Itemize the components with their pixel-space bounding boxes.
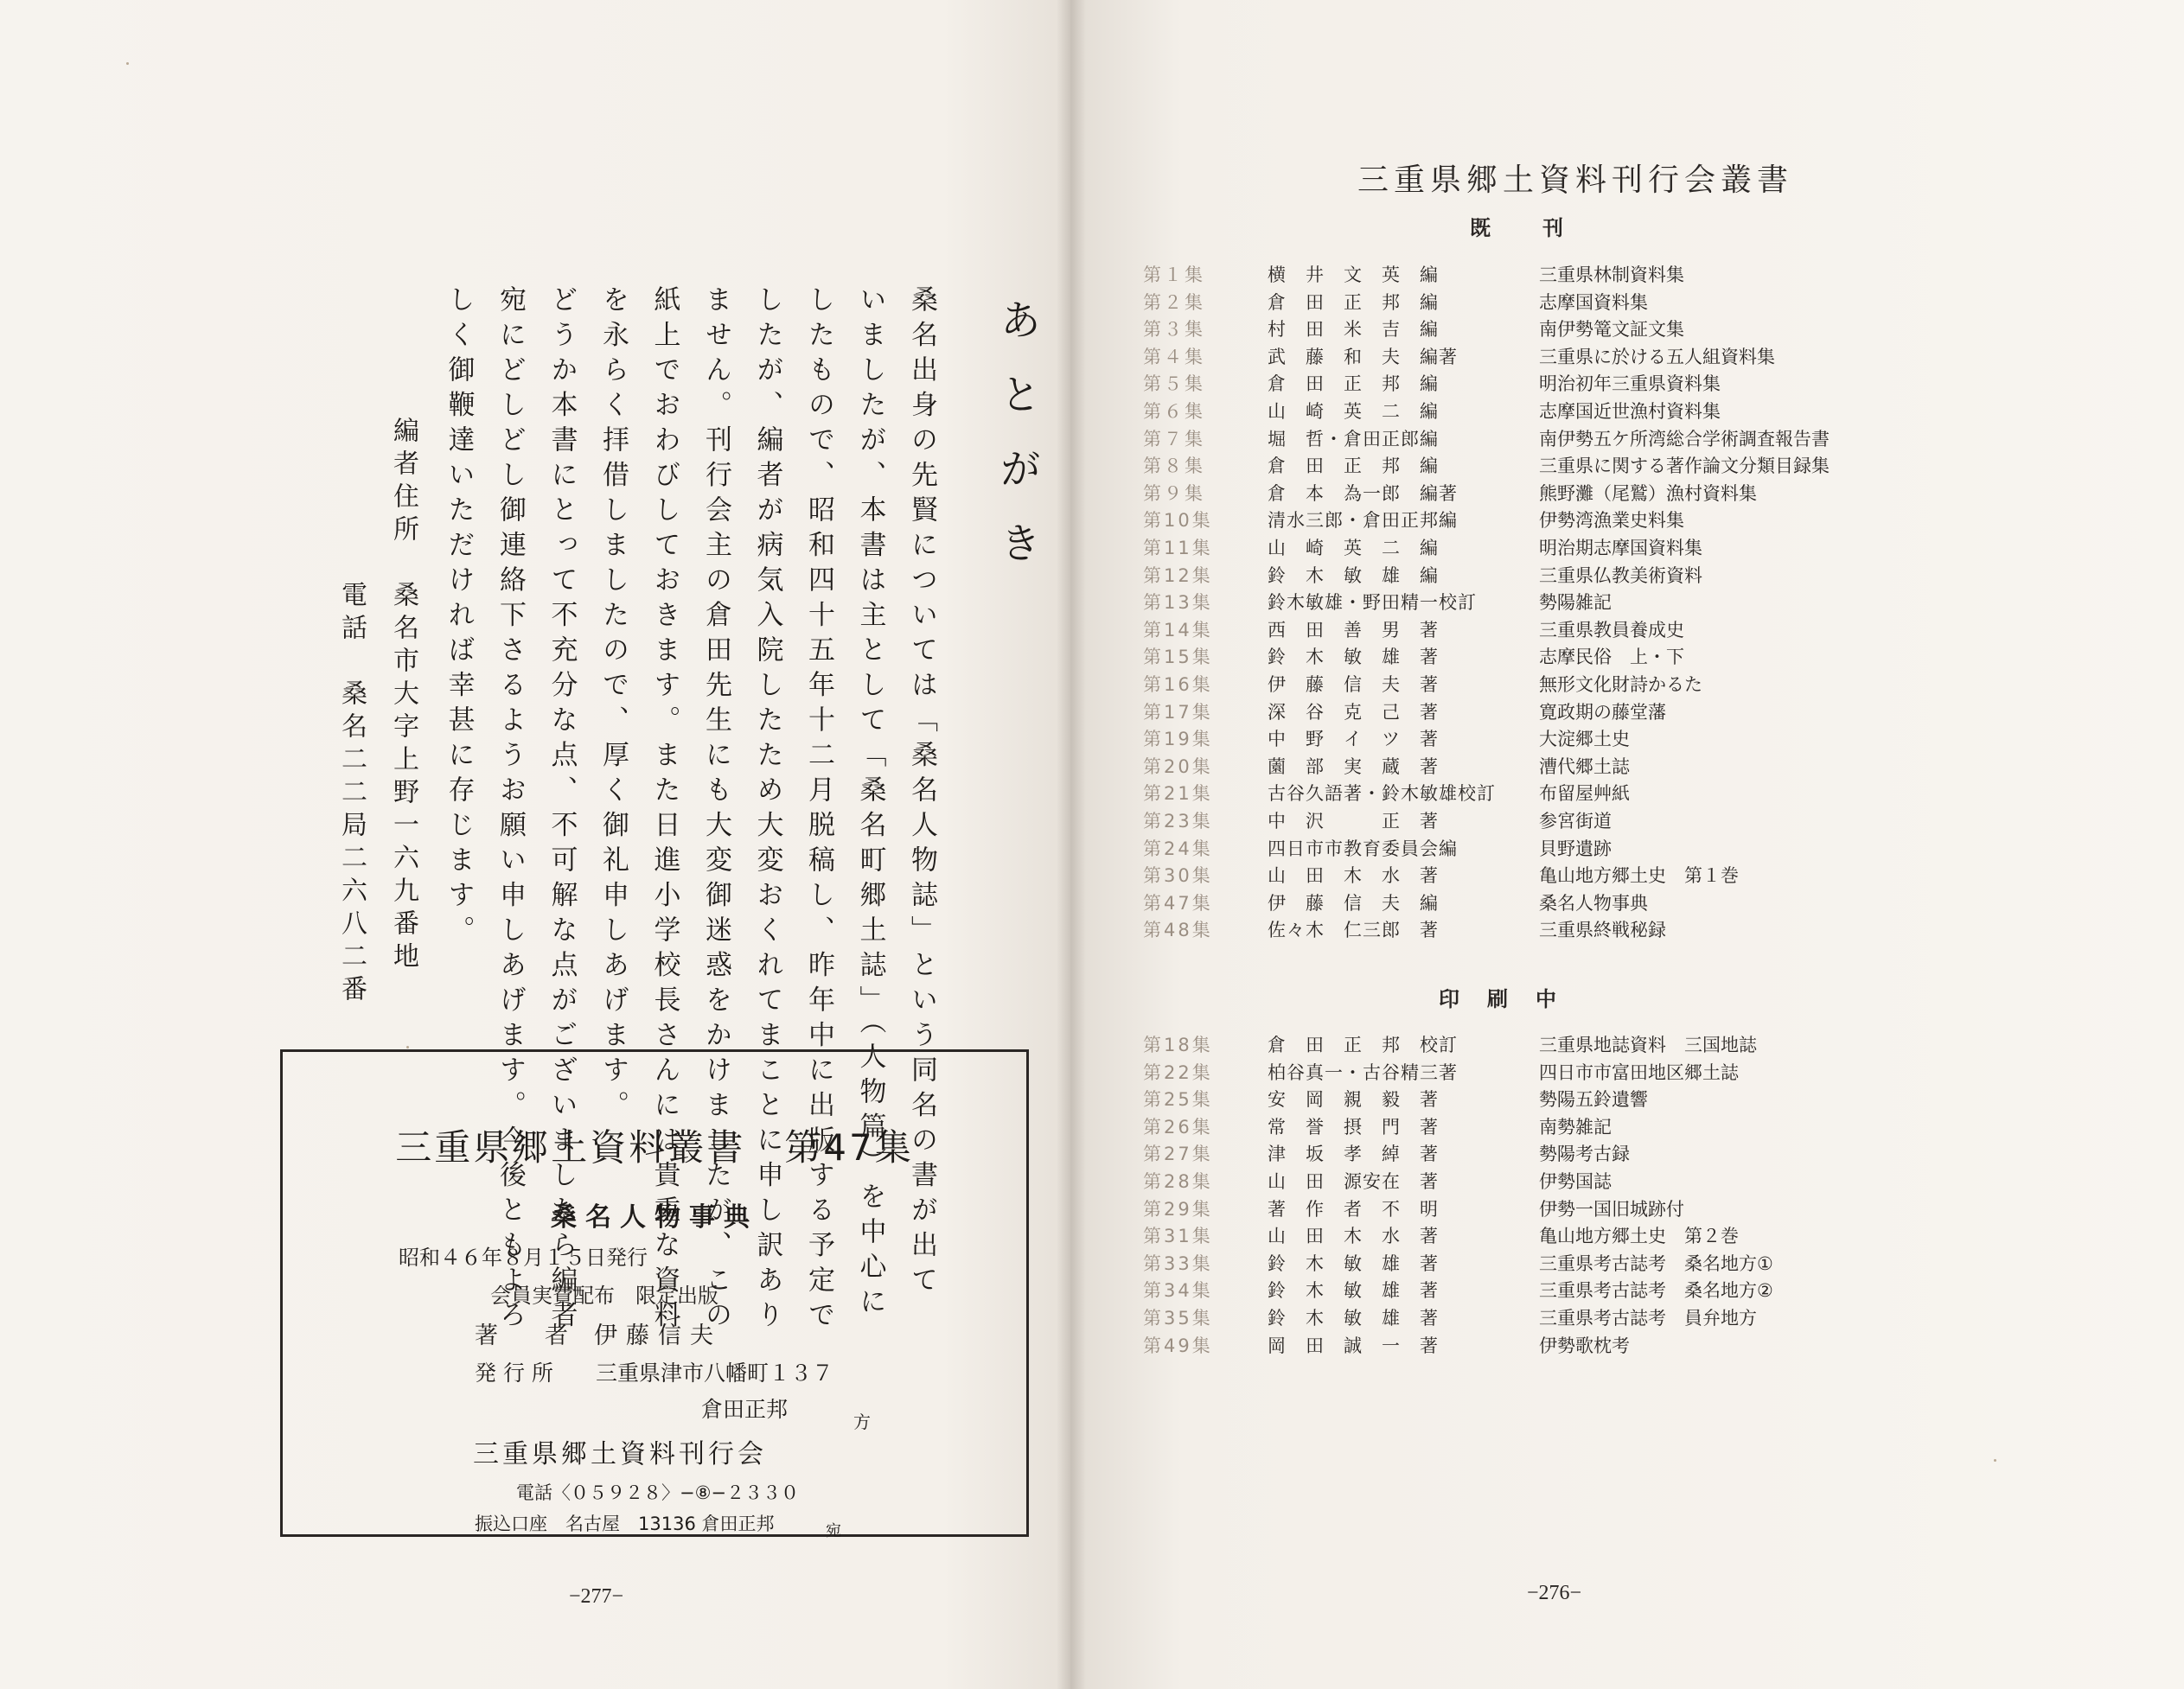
entry-volume: 第30集: [1143, 865, 1213, 887]
entry-volume: 第７集: [1143, 428, 1205, 449]
entry-author: 鈴木敏雄・野田精一校訂: [1268, 592, 1477, 614]
entry-volume: 第８集: [1143, 456, 1205, 477]
series-entry-row: [0, 507, 2184, 532]
entry-title: 三重県地誌資料 三国地誌: [1539, 1035, 1757, 1055]
entry-volume: 第49集: [1143, 1335, 1213, 1356]
colophon-date: 昭和４６年８月１５日発行: [399, 1246, 648, 1270]
entry-volume: 第20集: [1143, 755, 1213, 777]
entry-volume: 第26集: [1143, 1116, 1213, 1138]
entry-volume: 第16集: [1143, 674, 1213, 695]
entry-volume: 第47集: [1143, 892, 1213, 914]
section-published: 既 刊: [1470, 216, 1567, 240]
entry-volume: 第15集: [1143, 647, 1213, 668]
entry-volume: 第24集: [1143, 838, 1213, 859]
afterword-column: を永らく拝借しましたので、厚く御礼申しあげます。: [597, 285, 629, 1125]
colophon-publisher-name: 三重県郷土資料刊行会: [473, 1439, 767, 1469]
entry-volume: 第13集: [1143, 592, 1213, 614]
entry-author: 中 沢 正 著: [1268, 811, 1439, 832]
colophon-transfer-suffix: 宛: [826, 1522, 841, 1540]
entry-volume: 第33集: [1143, 1252, 1213, 1274]
entry-volume: 第18集: [1143, 1035, 1213, 1055]
section-printing: 印 刷 中: [1439, 987, 1560, 1011]
colophon-distribution: 会員実費配布 限定出版: [490, 1284, 718, 1308]
entry-author: 武 藤 和 夫 編著: [1268, 346, 1458, 367]
afterword-column: どうか本書にとって不充分な点、不可解な点がございましたら編者: [546, 285, 578, 1335]
entry-author: 鈴 木 敏 雄 著: [1268, 647, 1439, 668]
entry-volume: 第４集: [1143, 346, 1205, 367]
entry-volume: 第29集: [1143, 1198, 1213, 1220]
entry-author: 佐々木 仁三郎 著: [1268, 920, 1439, 941]
entry-title: 三重県に於ける五人組資料集: [1539, 346, 1775, 367]
series-entry-row: [0, 643, 2184, 669]
entry-title: 伊勢歌枕考: [1539, 1335, 1630, 1356]
entry-author: 薗 部 実 蔵 著: [1268, 755, 1439, 777]
entry-volume: 第25集: [1143, 1089, 1213, 1111]
entry-volume: 第23集: [1143, 811, 1213, 832]
series-entry-row: [0, 1059, 2184, 1085]
colophon-phone: 電話〈０５９２８〉−⑧−２３３０: [516, 1482, 800, 1503]
entry-title: 明治初年三重県資料集: [1539, 373, 1721, 395]
entry-title: 三重県仏教美術資料: [1539, 564, 1702, 586]
entry-author: 山 田 木 水 著: [1268, 865, 1439, 887]
entry-title: 熊野灘（尾鷲）漁村資料集: [1539, 482, 1757, 504]
entry-volume: 第14集: [1143, 619, 1213, 641]
entry-title: 志摩民俗 上・下: [1539, 647, 1684, 668]
entry-title: 桑名人物事典: [1539, 892, 1648, 914]
series-entry-row: [0, 725, 2184, 751]
entry-volume: 第３集: [1143, 319, 1205, 341]
editor-address-label: 編者住所: [388, 417, 418, 548]
paper-speck: [1994, 1459, 1996, 1462]
paper-speck: [406, 1046, 409, 1048]
entry-author: 西 田 善 男 著: [1268, 619, 1439, 641]
entry-title: 伊勢一国旧城跡付: [1539, 1198, 1684, 1220]
entry-author: 清水三郎・倉田正邦編: [1268, 510, 1458, 532]
series-list-title: 三重県郷土資料刊行会叢書: [1357, 163, 1794, 198]
entry-title: 伊勢国誌: [1539, 1171, 1612, 1192]
entry-volume: 第９集: [1143, 482, 1205, 504]
entry-author: 柏谷真一・古谷精三著: [1268, 1061, 1458, 1083]
entry-title: 三重県に関する著作論文分類目録集: [1539, 456, 1830, 477]
series-entry-row: [0, 425, 2184, 451]
entry-title: 南勢雑記: [1539, 1116, 1612, 1138]
entry-title: 三重県考古誌考 桑名地方②: [1539, 1280, 1773, 1302]
colophon-transfer: 振込口座 名古屋 13136 倉田正邦: [475, 1514, 775, 1534]
entry-author: 伊 藤 信 夫 著: [1268, 674, 1439, 695]
afterword-heading: あとがき: [993, 298, 1041, 596]
series-entry-row: [0, 1168, 2184, 1194]
entry-title: 四日市市富田地区郷土誌: [1539, 1061, 1739, 1083]
entry-volume: 第27集: [1143, 1144, 1213, 1165]
colophon-series: 三重県郷土資料叢書 第47集: [395, 1126, 914, 1169]
colophon-publisher-address: 三重県津市八幡町１３７: [596, 1361, 834, 1386]
series-entry-row: [0, 1086, 2184, 1112]
series-entry-row: [0, 452, 2184, 478]
entry-volume: 第11集: [1143, 538, 1213, 558]
entry-author: 深 谷 克 己 著: [1268, 701, 1439, 723]
series-entry-row: [0, 315, 2184, 341]
entry-volume: 第12集: [1143, 564, 1213, 586]
entry-title: 志摩国資料集: [1539, 291, 1648, 313]
colophon-title: 桑名人物事典: [551, 1202, 758, 1233]
entry-author: 鈴 木 敏 雄 著: [1268, 1280, 1439, 1302]
series-entry-row: [0, 916, 2184, 942]
series-entry-row: [0, 343, 2184, 369]
series-entry-row: [0, 398, 2184, 424]
entry-author: 岡 田 誠 一 著: [1268, 1335, 1439, 1356]
entry-author: 堀 哲・倉田正郎編: [1268, 428, 1439, 449]
entry-title: 三重県考古誌考 員弁地方: [1539, 1308, 1757, 1329]
entry-author: 山 田 木 水 著: [1268, 1226, 1439, 1247]
entry-title: 無形文化財詩かるた: [1539, 674, 1702, 695]
series-entry-row: [0, 616, 2184, 642]
entry-volume: 第２集: [1143, 291, 1205, 313]
entry-author: 著 作 者 不 明: [1268, 1198, 1439, 1220]
page-number-left: −277−: [569, 1585, 624, 1608]
entry-title: 南伊勢五ケ所湾総合学術調査報告書: [1539, 428, 1830, 449]
entry-author: 山 崎 英 二 編: [1268, 538, 1439, 558]
series-entry-row: [0, 370, 2184, 396]
entry-title: 亀山地方郷土史 第１巻: [1539, 865, 1739, 887]
series-entry-row: [0, 1113, 2184, 1139]
series-entry-row: [0, 534, 2184, 560]
series-entry-row: [0, 807, 2184, 833]
series-entry-row: [0, 862, 2184, 888]
series-entry-row: [0, 1332, 2184, 1358]
entry-author: 鈴 木 敏 雄 編: [1268, 564, 1439, 586]
series-entry-row: [0, 1140, 2184, 1166]
editor-address: 桑名市大字上野一六九番地: [388, 581, 418, 975]
entry-author: 村 田 米 吉 編: [1268, 319, 1439, 341]
entry-author: 常 誉 摂 門 著: [1268, 1116, 1439, 1138]
entry-volume: 第35集: [1143, 1308, 1213, 1329]
entry-title: 志摩国近世漁村資料集: [1539, 401, 1721, 422]
entry-author: 伊 藤 信 夫 編: [1268, 892, 1439, 914]
entry-author: 津 坂 孝 綽 著: [1268, 1144, 1439, 1165]
colophon-author: 伊藤信夫: [594, 1323, 722, 1349]
entry-title: 三重県終戦秘録: [1539, 920, 1666, 941]
colophon-person-suffix: 方: [853, 1412, 871, 1432]
entry-volume: 第19集: [1143, 729, 1213, 750]
entry-title: 貝野遺跡: [1539, 838, 1612, 859]
entry-author: 横 井 文 英 編: [1268, 265, 1439, 285]
series-entry-row: [0, 562, 2184, 588]
entry-title: 三重県考古誌考 桑名地方①: [1539, 1252, 1773, 1274]
entry-volume: 第31集: [1143, 1226, 1213, 1247]
entry-author: 鈴 木 敏 雄 著: [1268, 1252, 1439, 1274]
series-entry-row: [0, 1031, 2184, 1057]
entry-volume: 第６集: [1143, 401, 1205, 422]
entry-author: 山 田 源安在 著: [1268, 1171, 1439, 1192]
afterword-column: いましたが、本書は主として「桑名町郷土誌」（人物篇）を中心に: [854, 285, 886, 1323]
colophon-publisher-label: 発 行 所: [475, 1361, 553, 1386]
afterword-column: しく御鞭達いただければ幸甚に存じます。: [443, 285, 475, 951]
afterword-column: 宛にどしどし御連絡下さるようお願い申しあげます。今後ともよろ: [495, 285, 526, 1335]
series-entry-row: [0, 261, 2184, 287]
series-entry-row: [0, 289, 2184, 315]
entry-title: 勢陽五鈴遺響: [1539, 1089, 1648, 1111]
entry-title: 漕代郷土誌: [1539, 755, 1630, 777]
entry-volume: 第５集: [1143, 373, 1205, 395]
afterword-column: 桑名出身の先賢については「桑名人物誌」という同名の書が出て: [906, 285, 937, 1301]
paper-speck: [126, 62, 129, 65]
series-entry-row: [0, 589, 2184, 615]
entry-title: 三重県林制資料集: [1539, 265, 1684, 285]
series-entry-row: [0, 480, 2184, 506]
series-entry-row: [0, 1277, 2184, 1303]
entry-author: 倉 田 正 邦 校訂: [1268, 1035, 1458, 1055]
entry-title: 明治期志摩国資料集: [1539, 538, 1702, 558]
colophon-author-label: 著 者: [475, 1323, 568, 1349]
series-entry-row: [0, 671, 2184, 697]
entry-title: 布留屋艸紙: [1539, 783, 1630, 805]
series-entry-row: [0, 889, 2184, 915]
series-entry-row: [0, 1304, 2184, 1330]
series-entry-row: [0, 698, 2184, 724]
series-entry-row: [0, 780, 2184, 806]
colophon-publisher-person: 倉田正邦: [701, 1397, 789, 1422]
entry-author: 山 崎 英 二 編: [1268, 401, 1439, 422]
entry-volume: 第17集: [1143, 701, 1213, 723]
entry-title: 南伊勢篭文証文集: [1539, 319, 1684, 341]
entry-author: 鈴 木 敏 雄 著: [1268, 1308, 1439, 1329]
series-entry-row: [0, 1250, 2184, 1276]
entry-volume: 第34集: [1143, 1280, 1213, 1302]
series-entry-row: [0, 1222, 2184, 1248]
entry-volume: 第１集: [1143, 265, 1205, 285]
entry-volume: 第22集: [1143, 1061, 1213, 1083]
afterword-column: 紙上でおわびしておきます。また日進小学校長さんには貴重な資料: [648, 285, 680, 1335]
entry-title: 勢陽考古録: [1539, 1144, 1630, 1165]
entry-volume: 第28集: [1143, 1171, 1213, 1192]
entry-author: 古谷久語著・鈴木敏雄校訂: [1268, 783, 1496, 805]
entry-volume: 第10集: [1143, 510, 1213, 532]
entry-author: 倉 田 正 邦 編: [1268, 456, 1439, 477]
entry-author: 倉 田 正 邦 編: [1268, 291, 1439, 313]
editor-phone: 電話 桑名二二局二六八二番: [336, 581, 367, 1008]
afterword-column: ません。刊行会主の倉田先生にも大変御迷惑をかけましたが、この: [700, 285, 731, 1335]
entry-title: 参宮街道: [1539, 811, 1612, 832]
entry-author: 倉 田 正 邦 編: [1268, 373, 1439, 395]
entry-title: 伊勢湾漁業史料集: [1539, 510, 1684, 532]
series-entry-row: [0, 835, 2184, 861]
entry-author: 安 岡 親 毅 著: [1268, 1089, 1439, 1111]
entry-author: 四日市市教育委員会編: [1268, 838, 1458, 859]
entry-title: 勢陽雑記: [1539, 592, 1612, 614]
entry-volume: 第21集: [1143, 783, 1213, 805]
entry-title: 三重県教員養成史: [1539, 619, 1684, 641]
entry-title: 寛政期の藤堂藩: [1539, 701, 1666, 723]
entry-author: 中 野 イ ツ 著: [1268, 729, 1439, 750]
entry-volume: 第48集: [1143, 920, 1213, 941]
series-entry-row: [0, 753, 2184, 779]
afterword-column: したもので、昭和四十五年十二月脱稿し、昨年中に出版する予定で: [803, 285, 834, 1335]
entry-author: 倉 本 為一郎 編著: [1268, 482, 1458, 504]
series-entry-row: [0, 1195, 2184, 1221]
afterword-column: したが、編者が病気入院したため大変おくれてまことに申し訳あり: [751, 285, 783, 1335]
entry-title: 大淀郷土史: [1539, 729, 1630, 750]
entry-title: 亀山地方郷土史 第２巻: [1539, 1226, 1739, 1247]
page-number-right: −276−: [1527, 1582, 1582, 1604]
